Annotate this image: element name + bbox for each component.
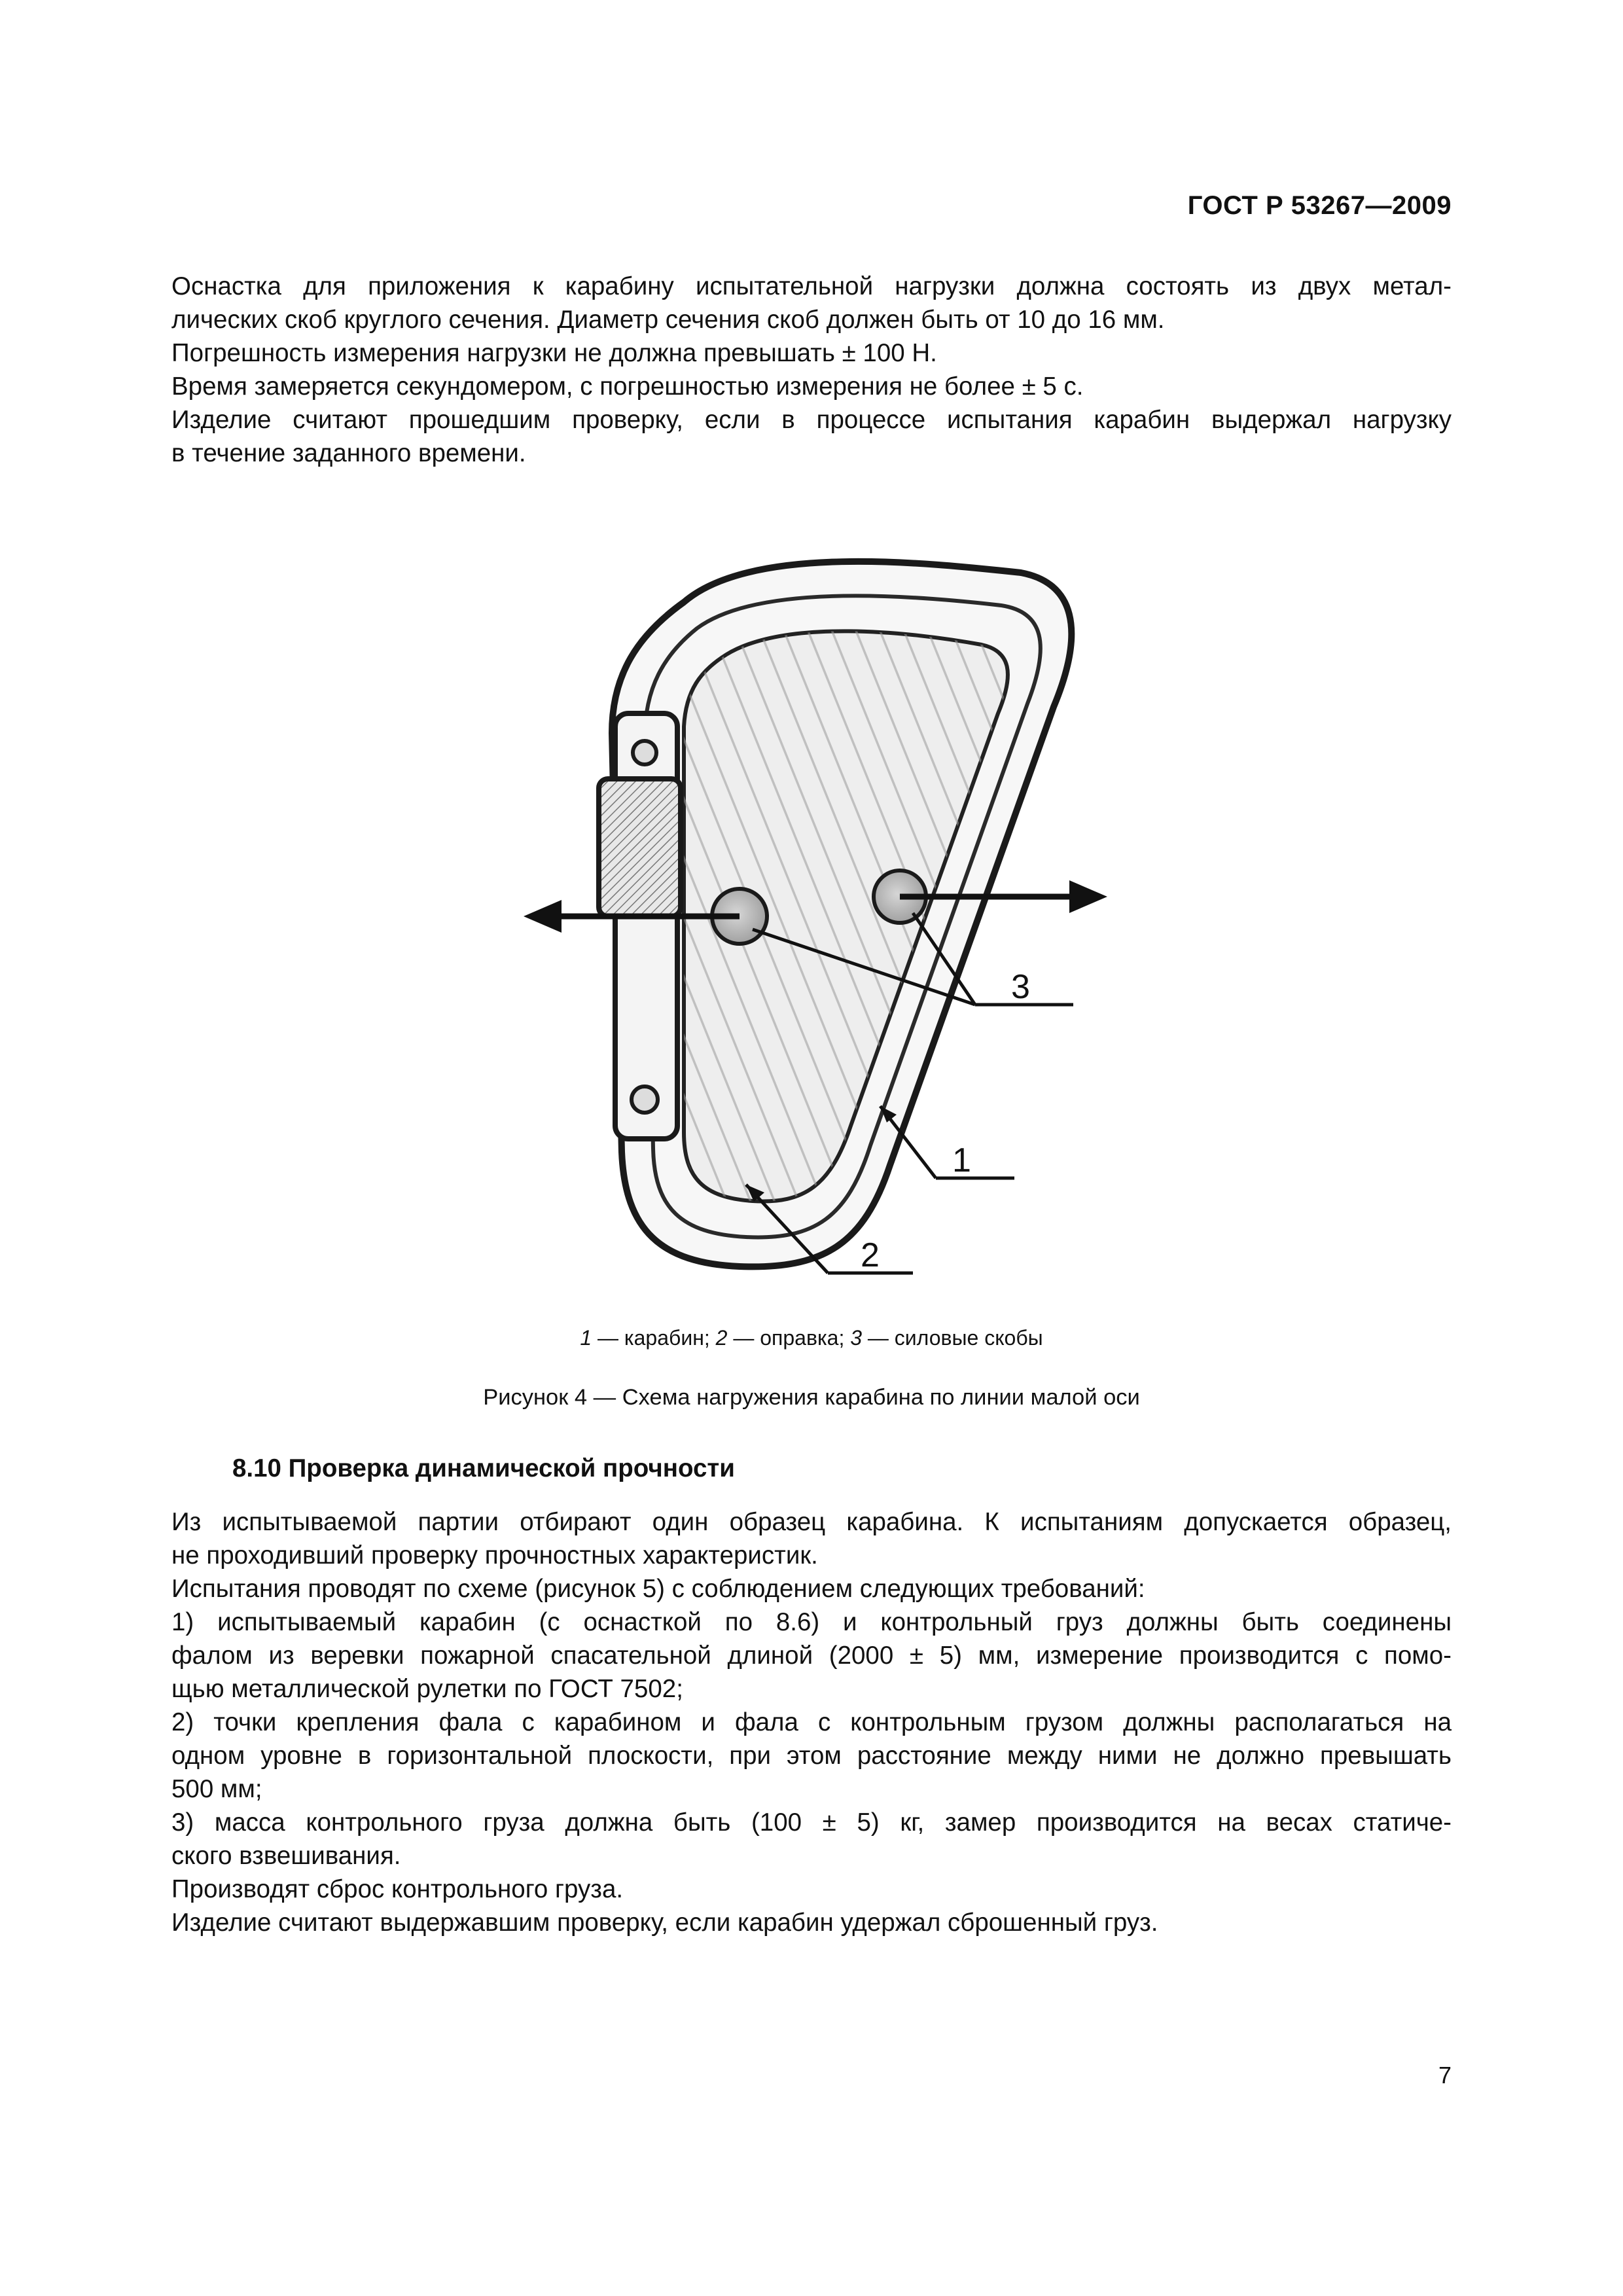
requirement-1-line3: щью металлической рулетки по ГОСТ 7502; (171, 1675, 683, 1703)
section-para2: Испытания проводят по схеме (рисунок 5) с соблюдением следующих требований: (171, 1575, 1145, 1603)
label-1: 1 (952, 1141, 971, 1179)
requirement-2-line1: 2) точки крепления фала с карабином и фала с контрольным грузом должны располагаться на (171, 1708, 1452, 1736)
figure-legend: 1 — карабин; 2 — оправка; 3 — силовые скобы (580, 1326, 1043, 1350)
requirement-1-line1: 1) испытываемый карабин (с оснасткой по 8.6) и контрольный груз должны быть соединены (171, 1608, 1452, 1636)
requirement-3-line1: 3) масса контрольного груза должна быть (100 ± 5) кг, замер производится на весах статиче- (171, 1808, 1452, 1837)
paragraph-pass-condition-line1: Изделие считают прошедшим проверку, если в процессе испытания карабин выдержал нагрузку (171, 406, 1452, 434)
requirement-2-line3: 500 мм; (171, 1775, 262, 1803)
document-id: ГОСТ Р 53267—2009 (1187, 191, 1452, 220)
section-heading: 8.10 Проверка динамической прочности (232, 1454, 735, 1482)
paragraph-pass-condition-line2: в течение заданного времени. (171, 439, 526, 467)
section-para1-line1: Из испытываемой партии отбирают один образец карабина. К испытаниям допускается образец, (171, 1508, 1452, 1536)
section-para1-line2: не проходивший проверку прочностных характеристик. (171, 1541, 818, 1570)
requirement-1-line2: фалом из веревки пожарной спасательной длиной (2000 ± 5) мм, измерение производится с помо- (171, 1641, 1452, 1670)
locking-sleeve (599, 779, 681, 916)
label-2: 2 (861, 1236, 880, 1274)
page-number: 7 (1438, 2062, 1452, 2089)
requirement-2-line2: одном уровне в горизонтальной плоскости, при этом расстояние между ними не должно превышать (171, 1742, 1452, 1770)
requirement-3-line2: ского взвешивания. (171, 1842, 401, 1870)
paragraph-time-measure: Время замеряется секундомером, с погрешностью измерения не более ± 5 с. (171, 372, 1084, 401)
gate-rivet-bottom (632, 1086, 658, 1113)
paragraph-rigging-line2: лических скоб круглого сечения. Диаметр сечения скоб должен быть от 10 до 16 мм. (171, 306, 1165, 334)
gate-rivet-top (633, 741, 656, 764)
label-3: 3 (1011, 968, 1030, 1006)
figure-caption: Рисунок 4 — Схема нагружения карабина по линии малой оси (483, 1385, 1140, 1410)
section-para-drop: Производят сброс контрольного груза. (171, 1875, 624, 1903)
paragraph-rigging-line1: Оснастка для приложения к карабину испытательной нагрузки должна состоять из двух метал- (171, 272, 1452, 300)
paragraph-load-error: Погрешность измерения нагрузки не должна превышать ± 100 Н. (171, 339, 937, 367)
section-para-pass: Изделие считают выдержавшим проверку, если карабин удержал сброшенный груз. (171, 1909, 1158, 1937)
